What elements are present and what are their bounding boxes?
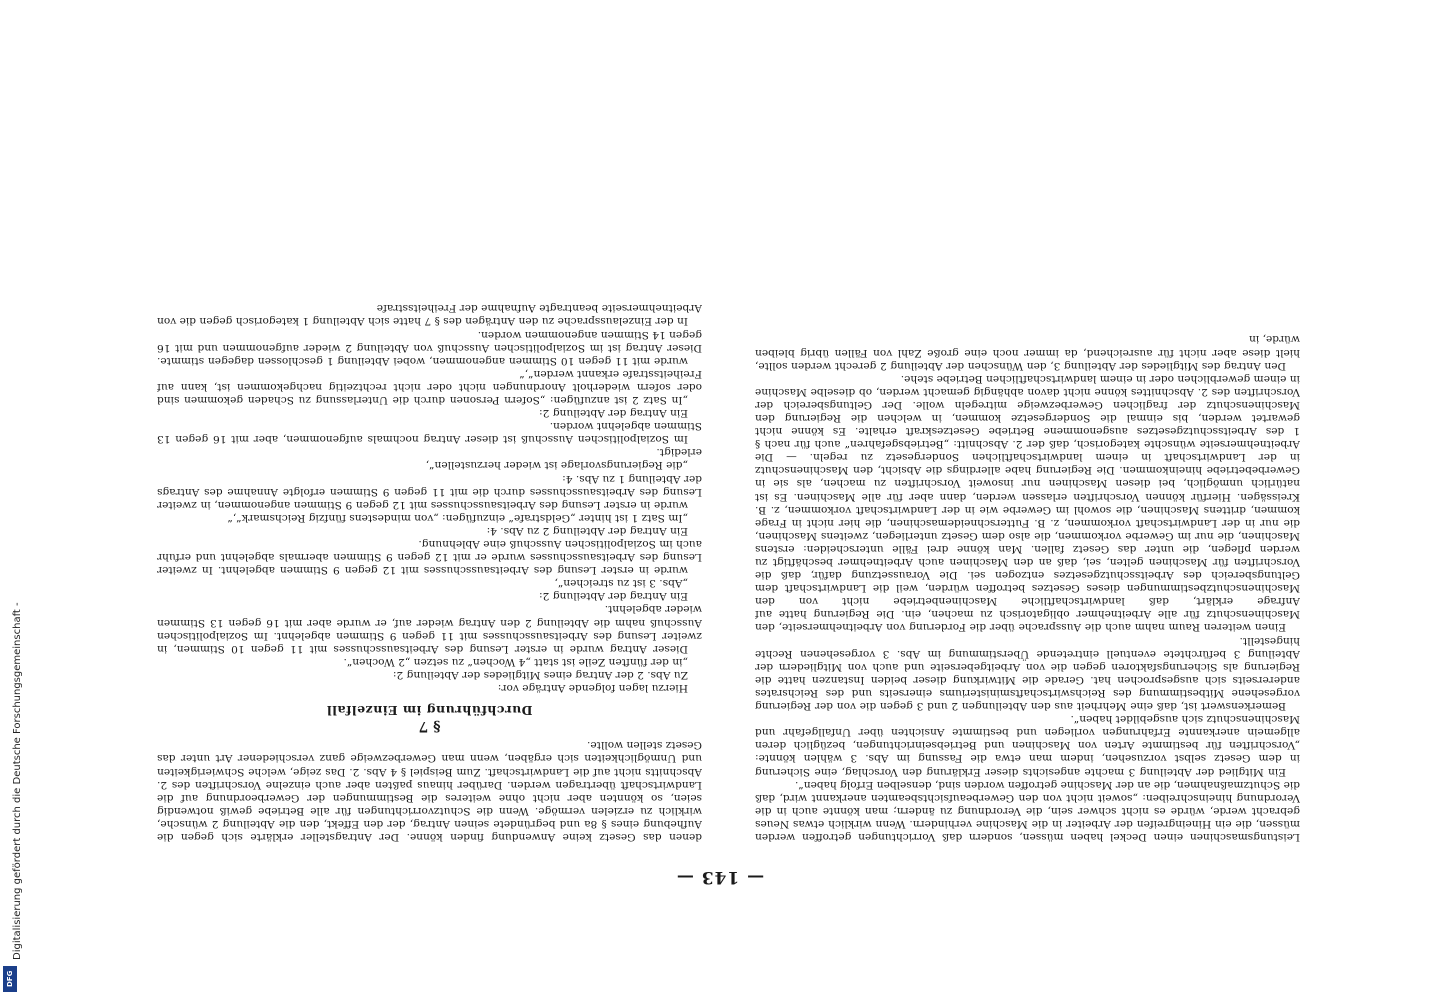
digitization-footer [0, 0, 24, 1000]
paragraph: wurde in erster Lesung des Arbeitsausschusses mit 12 gegen 9 Stimmen abgelehnt. In zweiter Lesung des Arbeitsausschusses wurde er mit 12 gegen 9 Stimmen abermals abgelehnt und erfuhr auch im Sozialpolitischen Ausschuß eine Ablehnung. [157, 538, 702, 577]
document-page [140, 95, 1300, 885]
paragraph: Ein Antrag der Abteilung 2 zu Abs. 4: [486, 524, 688, 537]
paragraph: Zu Abs. 2 der Antrag eines Mitgliedes der Abteilung 2: [392, 668, 688, 681]
paragraph: Bemerkenswert ist, daß eine Mehrheit aus den Abteilungen 2 und 3 gegen die von der Regierung vorgesehene Mitbestimmung des Reichswirtschaftsministeriums einerseits und des Reichsrates andererseits sich ausgesprochen hat. Gerade die Mitwirkung dieser beiden Instanzen hatte die Regierung als Sicherungsfaktoren gegen die von Arbeitgeberseite und auch von Mitgliedern der Abteilung 3 befürchtete eventuell eintretende Überstimmung im Abs. 3 vorgesehenen Rechte hingestellt. [755, 634, 1300, 713]
paragraph: Ein Mitglied der Abteilung 3 machte angesichts dieser Erklärung den Vorschlag, eine Sicherung in dem Gesetz selbst vorzusehen, indem man etwa die Fassung im Abs. 3 wählen könnte: „Vorschriften für bestimmte Arten von Maschinen und Betriebseinrichtungen, bezüglich deren allgemein anerkannte Erfahrungen vorliegen und bestimmte Ansichten über Unfallgefahr und Maschinenschutz sich ausgebildet haben“. [755, 713, 1300, 778]
paragraph: erledigt. [656, 446, 702, 459]
paragraph: wurde mit 11 gegen 10 Stimmen angenommen, wobei Abteilung 1 geschlossen dagegen stimmte. Dieser Antrag ist im Sozialpolitischen Ausschuß von Abteilung 2 wieder aufgenommen und mit 16 gegen 14 Stimmen angenommen worden. [157, 328, 702, 367]
column-left [755, 98, 1300, 843]
paragraph: Hierzu lagen folgende Anträge vor: [497, 682, 688, 695]
footer-text: Digitalisierung gefördert durch die Deutsche Forschungsgemeinschaft - [12, 602, 23, 960]
section-title: Durchführung im Einzelfall [326, 703, 533, 719]
paragraph: Ein Antrag der Abteilung 2: [539, 407, 688, 420]
paragraph: wurde in erster Lesung des Arbeitsausschusses mit 12 gegen 9 Stimmen angenommen, in zweiter Lesung des Arbeitsausschusses durch die mit 11 gegen 9 Stimmen erfolgte Annahme des Antrags der Abteilung 1 zu Abs. 4: [157, 472, 702, 511]
paragraph: In der Einzelaussprache zu den Anträgen des § 7 hatte sich Abteilung 1 kategorisch gegen die von Arbeitnehmerseite beantragte Aufnahme der Freiheitsstrafe [157, 302, 702, 328]
section-number: § 7 [418, 718, 441, 735]
dfg-logo: DFG [3, 966, 17, 992]
quoted-motion: „In Satz 2 ist anzufügen: „Sofern Personen durch die Unterlassung zu Schaden gekommen sind oder sofern wiederholt Anordnungen nicht oder nicht rechtzeitig nachgekommen ist, kann auf Freiheitsstrafe erkannt werden“,“ [157, 367, 702, 406]
page-number: — 143 — [675, 867, 765, 887]
paragraph: Den Antrag des Mitgliedes der Abteilung 3, den Wünschen der Abteilung 2 gerecht werden sollte, hielt diese aber nicht für ausreichend, da immer noch eine große Zahl von Fällen übrig bleiben würde, in [755, 333, 1300, 372]
paragraph: Im Sozialpolitischen Ausschuß ist dieser Antrag nochmals aufgenommen, aber mit 16 gegen 13 Stimmen abgelehnt worden. [157, 420, 702, 446]
paragraph: Dieser Antrag wurde in erster Lesung des Arbeitsausschusses mit 11 gegen 10 Stimmen, in zweiter Lesung des Arbeitsausschusses mit 11 gegen 9 Stimmen abgelehnt. Im Sozialpolitischen Ausschuß nahm die Abteilung 2 den Antrag wieder auf, er wurde aber mit 16 gegen 13 Stimmen wieder abgelehnt. [157, 603, 702, 655]
paragraph: Ein Antrag der Abteilung 2: [539, 590, 688, 603]
section-body [157, 301, 702, 694]
paragraph: Leistungsmaschinen einen Deckel haben müssen, sondern daß Vorrichtungen getroffen werden müssen, die ein Hineingreifen der Arbeiter in die Maschine verhindern. Wenn wirklich etwas Neues gebracht werde, würde es nicht schwer sein, die Verordnung zu ändern; man könnte auch in die Verordnung hineinschreiben: „soweit nicht von den Gewerbeaufsichtsbeamten anerkannt wird, daß die Schutzmaßnahmen, die an der Maschine getroffen worden sind, denselben Erfolg haben“. [755, 778, 1300, 843]
column-right [157, 98, 702, 843]
quoted-motion: „die Regierungsvorlage ist wieder herzustellen“, [425, 459, 688, 472]
quoted-motion: „in der fünften Zeile ist statt „4 Wochen“ zu setzen „2 Wochen“. [343, 655, 688, 668]
quoted-motion: „Abs. 3 ist zu streichen“, [554, 577, 688, 590]
paragraph: Einen weiteren Raum nahm auch die Aussprache über die Forderung von Arbeitnehmerseite, den Maschinenschutz für alle Arbeitnehmer obligatorisch zu machen, ein. Die Regierung hatte auf Anfrage erklärt, daß landwirtschaftliche Maschinenbetriebe nicht von den Maschinenschutzbestimmungen dieses Gesetzes betroffen würden, weil die Landwirtschaft dem Geltungsbereich des Arbeitsschutzgesetzes entzogen sei. Die Voraussetzung dafür, daß die Vorschriften für Maschinen gelten, sei, daß an den Maschinen auch Arbeitnehmer beschäftigt zu werden pflegen, die unter das Gesetz fallen. Man könne drei Fälle unterscheiden: erstens Maschinen, die nur im Gewerbe vorkommen, die also dem Gesetz unterliegen, zweitens Maschinen, die nur in der Landwirtschaft vorkommen, z. B. Futterschneidemaschinen, die hier nicht in Frage kommen, drittens Maschinen, die sowohl im Gewerbe wie in der Landwirtschaft vorkommen, z. B. Kreissägen. Hierfür können Vorschriften erlassen werden, dann aber für alle Maschinen. Es ist natürlich unmöglich, bei diesen Maschinen nur insoweit Vorschriften zu machen, als sie in Gewerbebetriebe hineinkommen. Die Regierung habe allerdings die Absicht, den Maschinenschutz in der Landwirtschaft in einem landwirtschaftlichen Sondergesetz zu regeln. — Die Arbeitnehmerseite wünschte kategorisch, daß der 2. Abschnitt: „Betriebsgefahren“ auch für nach § 1 des Arbeitsschutzgesetzes ausgenommene Betriebe Gesetzeskraft erhalte. Es könne nicht gewartet werden, bis einmal die Sondergesetze kommen, in welchen die Regierung den Maschinenschutz der fraglichen Gewerbezweige mitregeln wolle. Der Geltungsbereich der Vorschriften des 2. Abschnittes könne nicht davon abhängig gemacht werden, ob dieselbe Maschine in einem gewerblichen oder in einem landwirtschaftlichen Betriebe stehe. [755, 372, 1300, 634]
quoted-motion: „Im Satz 1 ist hinter „Geldstrafe“ einzufügen: „von mindestens fünfzig Reichsmark“,“ [227, 511, 688, 524]
paragraph-intro: denen das Gesetz keine Anwendung finden könne. Der Antragsteller erklärte sich gegen die Aufhebung eines § 8a und begründete seinen Antrag, der den Effekt, den die Abteilung 2 wünsche, wirklich zu erzielen vermöge. Wenn die Schutzvorrichtungen für alle Betriebe gewiß notwendig seien, so könnten aber nicht ohne weiteres die Bestimmungen der Gewerbeordnung auf die Landwirtschaft übertragen werden. Darüber hinaus paßten aber auch einzelne Vorschriften des 2. Abschnitts nicht auf die Landwirtschaft. Zum Beispiel § 4 Abs. 2. Das zeige, welche Schwierigkeiten und Unmöglichkeiten sich ergäben, wenn man Gewerbezweige ganz verschiedener Art unter das Gesetz stellen wollte. [157, 739, 702, 843]
